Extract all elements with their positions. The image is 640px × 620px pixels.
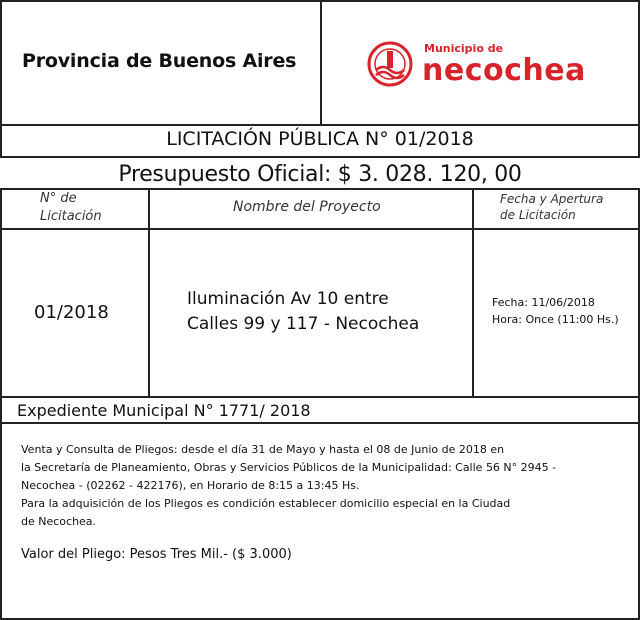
project-name-line-2: Calles 99 y 117 - Necochea (187, 314, 420, 334)
row-cell-project (148, 228, 474, 398)
tender-title: LICITACIÓN PÚBLICA N° 01/2018 (166, 128, 474, 150)
col-label-number-2: Licitación (40, 209, 102, 224)
province-name: Provincia de Buenos Aires (22, 50, 297, 72)
details-line-4: Para la adquisición de los Pliegos es condición establecer domicilio especial en la Ciudad (21, 497, 511, 510)
necochea-logo (366, 40, 606, 90)
necochea-seal-icon (366, 40, 414, 88)
official-budget: Presupuesto Oficial: $ 3. 028. 120, 00 (118, 162, 522, 187)
col-label-project: Nombre del Proyecto (233, 199, 381, 215)
details-line-2: la Secretaría de Planeamiento, Obras y Servicios Públicos de la Municipalidad: Calle 56 N° 2945 - (21, 461, 557, 474)
details-line-3: Necochea - (02262 - 422176), en Horario de 8:15 a 13:45 Hs. (21, 479, 360, 492)
logo-small-text: Municipio de (424, 42, 504, 55)
file-number: Expediente Municipal N° 1771/ 2018 (17, 401, 311, 420)
logo-big-text: necochea (422, 53, 586, 88)
opening-date: Fecha: 11/06/2018 (492, 296, 595, 309)
document-price: Valor del Pliego: Pesos Tres Mil.- ($ 3.000) (21, 547, 292, 562)
details-line-1: Venta y Consulta de Pliegos: desde el día 31 de Mayo y hasta el 08 de Junio de 2018 en (21, 443, 505, 456)
col-label-number-1: N° de (40, 191, 77, 206)
col-label-date-2: de Licitación (500, 208, 576, 222)
tender-number: 01/2018 (34, 302, 109, 323)
opening-time: Hora: Once (11:00 Hs.) (492, 313, 619, 326)
project-name-line-1: Iluminación Av 10 entre (187, 289, 389, 309)
col-label-date-1: Fecha y Apertura (500, 192, 604, 206)
details-line-5: de Necochea. (21, 515, 97, 528)
